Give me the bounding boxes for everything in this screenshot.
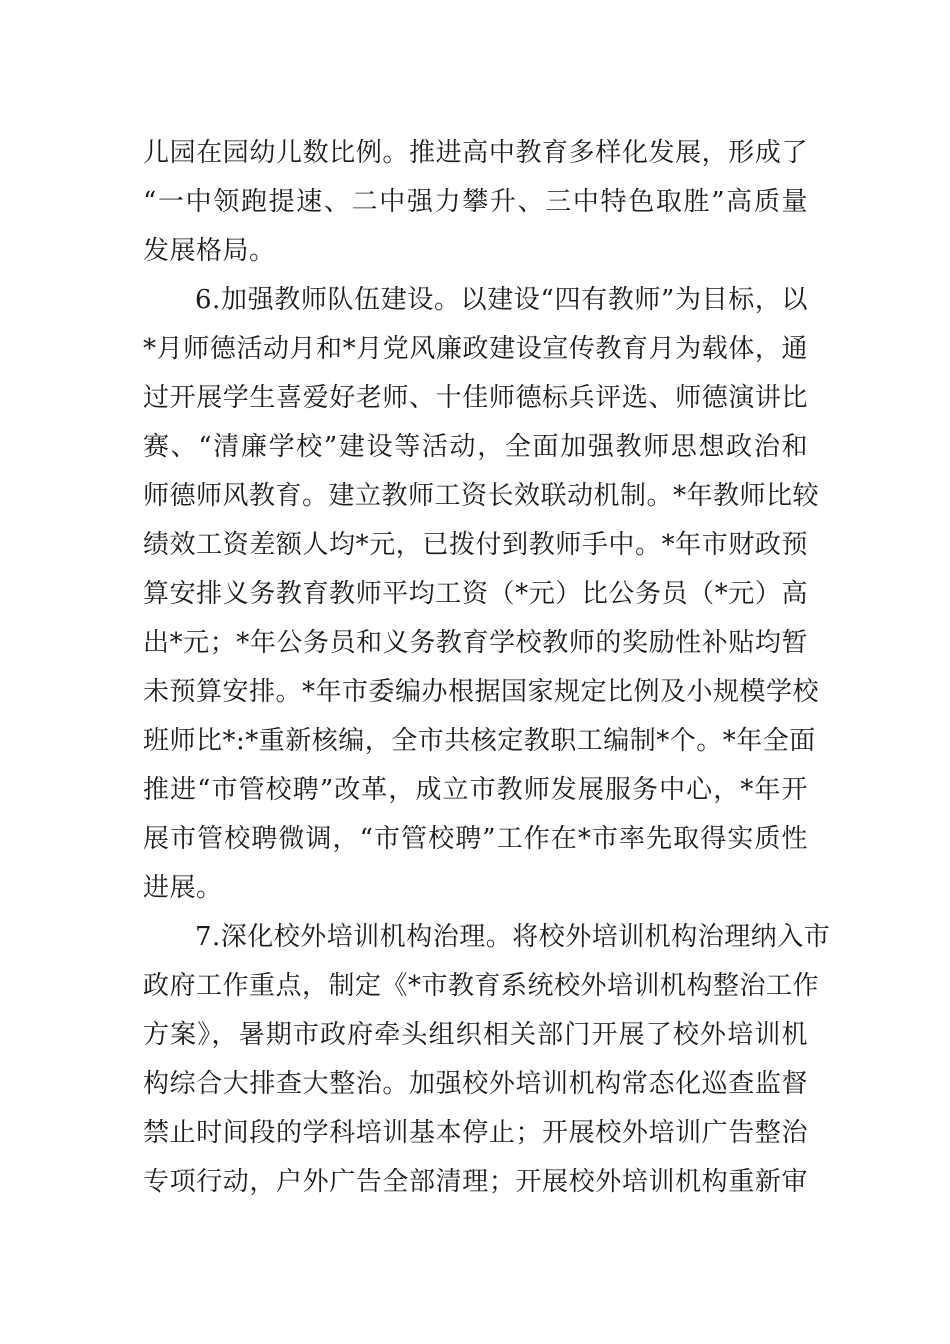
text-line: 构综合大排查大整治。加强校外培训机构常态化巡查监督 <box>143 1069 808 1099</box>
text-line: 过开展学生喜爱好老师、十佳师德标兵评选、师德演讲比 <box>143 383 808 413</box>
text-line: 进展。 <box>143 873 223 903</box>
text-line: 发展格局。 <box>143 236 276 266</box>
text-line: *月师德活动月和*月党风廉政建设宣传教育月为载体，通 <box>143 334 808 364</box>
text-line: 推进“市管校聘”改革，成立市教师发展服务中心，*年开 <box>143 775 808 805</box>
paragraph-teacher-team <box>143 276 820 913</box>
text-line: 绩效工资差额人均*元，已拨付到教师手中。*年市财政预 <box>143 530 808 560</box>
text-line: “一中领跑提速、二中强力攀升、三中特色取胜”高质量 <box>143 187 808 217</box>
text-line: 班师比*:*重新核编，全市共核定教职工编制*个。*年全面 <box>143 726 816 756</box>
text-line: 未预算安排。*年市委编办根据国家规定比例及小规模学校 <box>143 677 820 707</box>
text-line: 政府工作重点，制定《*市教育系统校外培训机构整治工作 <box>143 971 820 1001</box>
text-line: 师德师风教育。建立教师工资长效联动机制。*年教师比较 <box>143 481 820 511</box>
text-line: 专项行动，户外广告全部清理；开展校外培训机构重新审 <box>143 1167 808 1197</box>
text-line: 展市管校聘微调，“市管校聘”工作在*市率先取得实质性 <box>143 824 808 854</box>
text-line: 6.加强教师队伍建设。以建设“四有教师”为目标，以 <box>195 285 808 315</box>
paragraph-continuation <box>143 129 808 276</box>
text-line: 儿园在园幼儿数比例。推进高中教育多样化发展，形成了 <box>143 138 808 168</box>
text-line: 赛、“清廉学校”建设等活动，全面加强教师思想政治和 <box>143 432 808 462</box>
text-line: 出*元；*年公务员和义务教育学校教师的奖励性补贴均暂 <box>143 628 808 658</box>
text-line: 方案》，暑期市政府牵头组织相关部门开展了校外培训机 <box>143 1020 808 1050</box>
text-line: 算安排义务教育教师平均工资（*元）比公务员（*元）高 <box>143 579 808 609</box>
text-line: 禁止时间段的学科培训基本停止；开展校外培训广告整治 <box>143 1118 808 1148</box>
paragraph-offcampus-training <box>143 913 831 1207</box>
text-line: 7.深化校外培训机构治理。将校外培训机构治理纳入市 <box>195 922 831 952</box>
